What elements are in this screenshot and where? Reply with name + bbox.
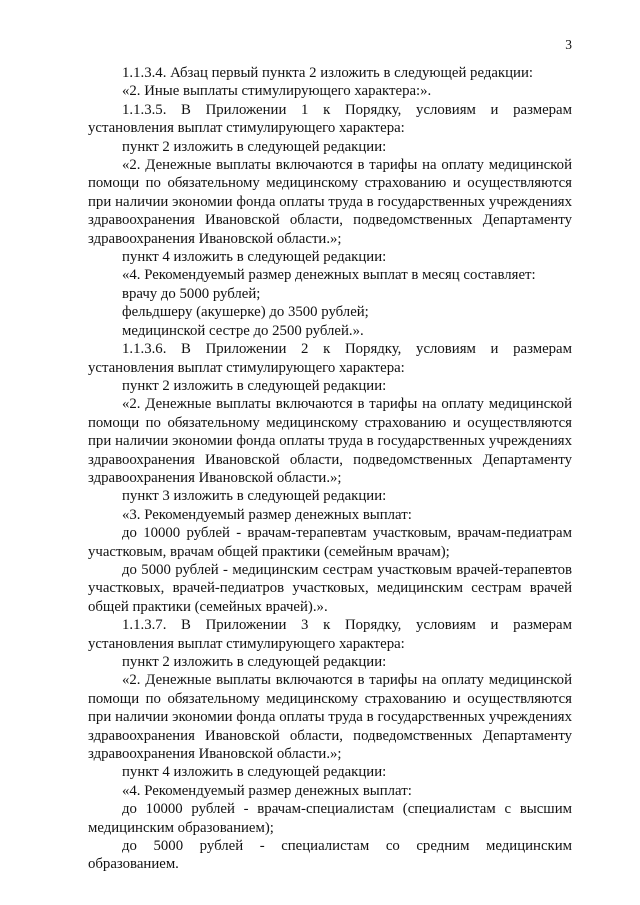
- paragraph-quote-payments-included: «2. Денежные выплаты включаются в тарифы на оплату медицинской помощи по обязательному медицинскому страхованию и осуществляются при наличии экономии фонда оплаты труда в государственных учреждениях здравоохранения Ивановской области, подведомственных Департаменту здравоохранения Ивановской области.»;: [88, 396, 572, 486]
- paragraph-item-2-edit: пункт 2 изложить в следующей редакции:: [122, 377, 387, 394]
- paragraph-item-2-edit: пункт 2 изложить в следующей редакции:: [122, 654, 387, 670]
- paragraph-quote-other-payments: «2. Иные выплаты стимулирующего характера:».: [122, 83, 432, 100]
- paragraph-quote-payments-included: «2. Денежные выплаты включаются в тарифы на оплату медицинской помощи по обязательному медицинскому страхованию и осуществляются при наличии экономии фонда оплаты труда в государственных учреждениях здравоохранения Ивановской области, подведомственных Департаменту здравоохранения Ивановской области.»;: [88, 672, 572, 763]
- paragraph-recommended-amount: «3. Рекомендуемый размер денежных выплат:: [122, 506, 412, 523]
- paragraph-paramedic-amount: фельдшеру (акушерке) до 3500 рублей;: [122, 304, 369, 321]
- paragraph-therapists-amount: до 10000 рублей - врачам-терапевтам участковым, врачам-педиатрам участковым, врачам общей практики (семейным врачам);: [88, 525, 572, 560]
- paragraph-recommended-monthly: «4. Рекомендуемый размер денежных выплат в месяц составляет:: [122, 267, 536, 284]
- paragraph-recommended-amount: «4. Рекомендуемый размер денежных выплат:: [122, 782, 412, 799]
- paragraph-item-3-edit: пункт 3 изложить в следующей редакции:: [122, 488, 387, 505]
- document-body: [88, 64, 572, 874]
- paragraph-1-1-3-4: 1.1.3.4. Абзац первый пункта 2 изложить в следующей редакции:: [122, 65, 533, 81]
- paragraph-item-4-edit: пункт 4 изложить в следующей редакции:: [122, 764, 387, 781]
- paragraph-1-1-3-5: 1.1.3.5. В Приложении 1 к Порядку, условиям и размерам установления выплат стимулирующего характера:: [88, 101, 572, 137]
- page-number: 3: [565, 37, 572, 52]
- paragraph-district-nurses-amount: до 5000 рублей - медицинским сестрам участковым врачей-терапевтов участковых, врачей-педиатров участковых, медицинским сестрам врачей общей практики (семейных врачей).».: [88, 561, 572, 615]
- paragraph-nurse-amount: медицинской сестре до 2500 рублей.».: [122, 322, 364, 339]
- paragraph-item-2-edit: пункт 2 изложить в следующей редакции:: [122, 138, 387, 155]
- paragraph-specialists-higher-amount: до 10000 рублей - врачам-специалистам (специалистам с высшим медицинским образованием);: [88, 801, 572, 836]
- paragraph-specialists-secondary-amount: до 5000 рублей - специалистам со средним медицинским образованием.: [88, 838, 572, 873]
- paragraph-item-4-edit: пункт 4 изложить в следующей редакции:: [122, 249, 387, 266]
- paragraph-doctor-amount: врачу до 5000 рублей;: [122, 285, 261, 302]
- paragraph-1-1-3-6: 1.1.3.6. В Приложении 2 к Порядку, условиям и размерам установления выплат стимулирующего характера:: [88, 341, 572, 376]
- paragraph-1-1-3-7: 1.1.3.7. В Приложении 3 к Порядку, условиям и размерам установления выплат стимулирующего характера:: [88, 617, 572, 652]
- paragraph-quote-payments-included: «2. Денежные выплаты включаются в тарифы на оплату медицинской помощи по обязательному медицинскому страхованию и осуществляются при наличии экономии фонда оплаты труда в государственных учреждениях здравоохранения Ивановской области, подведомственных Департаменту здравоохранения Ивановской области.»;: [88, 157, 572, 247]
